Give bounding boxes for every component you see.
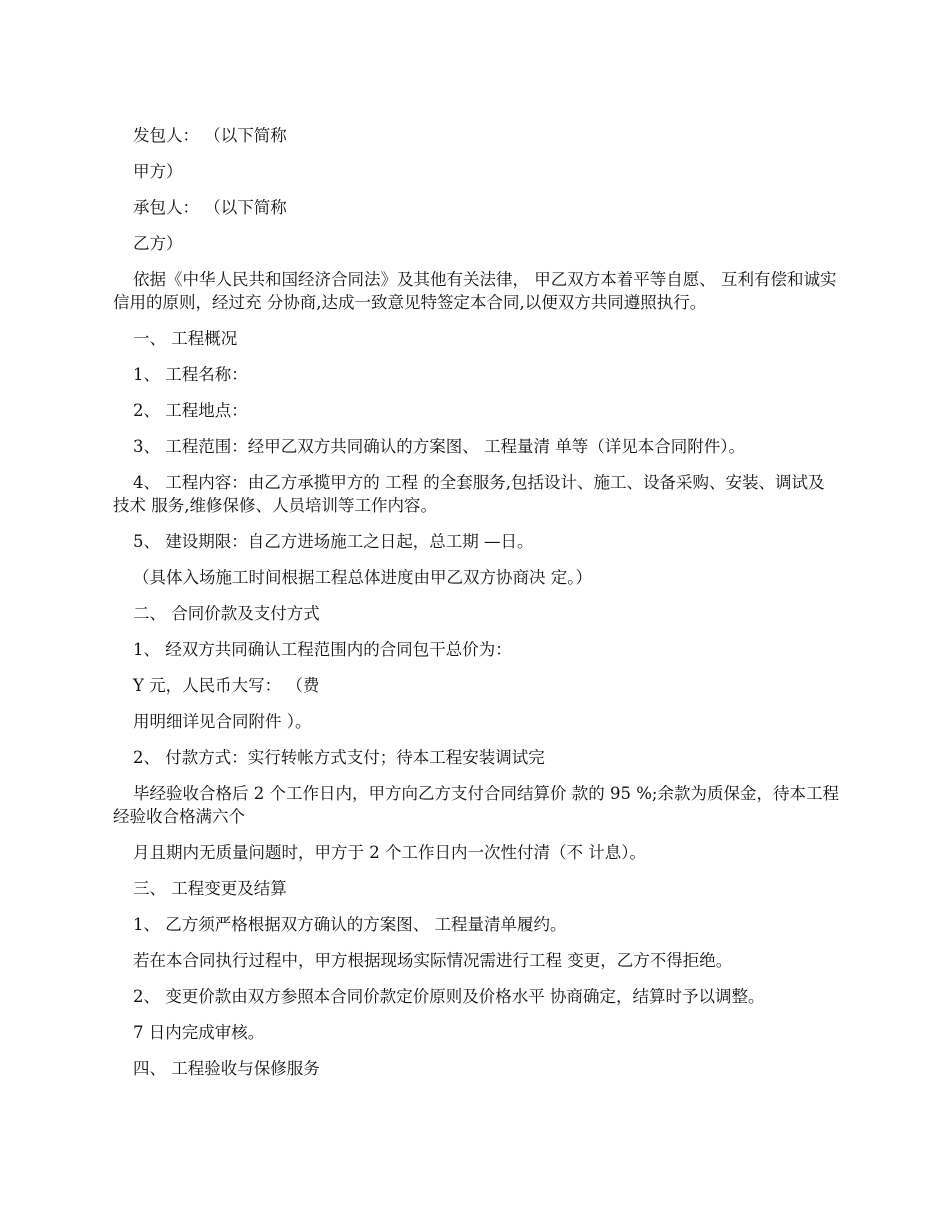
clause-payment-method: 2、 付款方式：实行转帐方式支付；待本工程安装调试完 [133,748,545,767]
contract-party-b-line: 承包人： （以下简称 [133,198,287,217]
clause-change-request: 若在本合同执行过程中，甲方根据现场实际情况需进行工程 变更，乙方不得拒绝。 [133,951,733,970]
clause-project-name: 1、 工程名称： [133,365,248,384]
contract-party-a-line: 发包人： （以下简称 [133,126,287,145]
clause-retention-payment: 月且期内无质量问题时，甲方于 2 个工作日内一次性付清（不 计息）。 [133,843,646,862]
clause-change-price: 2、 变更价款由双方参照本合同价款定价原则及价格水平 协商确定，结算时予以调整。 [133,987,765,1006]
clause-project-content: 4、 工程内容：由乙方承揽甲方的 工程 的全套服务,包括设计、施工、设备采购、安装、调试及技术 服务,维修保修、人员培训等工作内容。 [113,473,825,515]
clause-project-scope: 3、 工程范围：经甲乙双方共同确认的方案图、 工程量清 单等（详见本合同附件）。 [133,437,745,456]
clause-payment-terms: 毕经验收合格后 2 个工作日内，甲方向乙方支付合同结算价 款的 95 %;余款为质保金，待本工程经验收合格满六个 [113,784,839,826]
clause-schedule-note: （具体入场施工时间根据工程总体进度由甲乙双方协商决 定。） [133,568,592,587]
section-heading: 一、 工程概况 [133,329,238,348]
contract-preamble: 依据《中华人民共和国经济合同法》及其他有关法律， 甲乙双方本着平等自愿、 互利有偿和诚实信用的原则，经过充 分协商,达成一致意见特签定本合同,以便双方共同遵照执行。 [113,270,837,312]
contract-party-a-suffix: 甲方） [133,162,183,181]
section-heading: 三、 工程变更及结算 [133,879,287,898]
clause-construction-period: 5、 建设期限：自乙方进场施工之日起，总工期 —日。 [133,532,534,551]
section-heading: 四、 工程验收与保修服务 [133,1059,320,1078]
clause-contract-price: 1、 经双方共同确认工程范围内的合同包干总价为： [133,640,512,659]
contract-party-b-suffix: 乙方） [133,234,183,253]
clause-project-location: 2、 工程地点： [133,401,248,420]
clause-review-period: 7 日内完成审核。 [133,1023,265,1042]
contract-body [113,124,839,1093]
clause-change-compliance: 1、 乙方须严格根据双方确认的方案图、 工程量清单履约。 [133,915,567,934]
clause-price-detail: 用明细详见合同附件 ）。 [133,712,312,731]
clause-price-amount: Y 元，人民币大写： （费 [133,676,320,695]
section-heading: 二、 合同价款及支付方式 [133,604,320,623]
